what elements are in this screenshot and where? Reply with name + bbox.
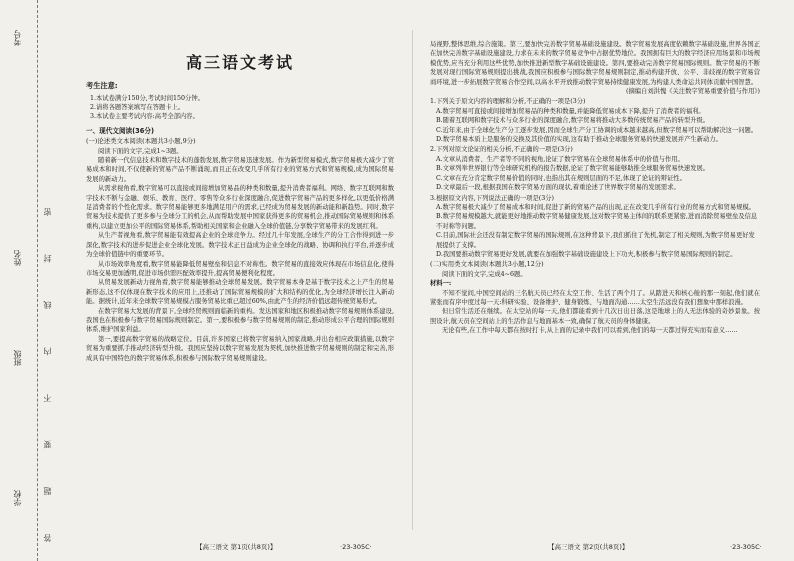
passage-paragraph: 局视野,整体思维,综合施策。第三,要加快完善数字贸易基础设施建设。数字贸易发展高度依赖数字基础设施,世界各国正在加快完善数字基础设施建设,力求在未来的数字贸易竞争中占据优势地位。我国拥有巨大的数字经济应用场景和市场规模优势,应当充分利用这些优势,加快推进新型数字基础设施建设。第四,要推动完善数字贸易国际规则。数字贸易的不断发展对现行国际贸易规则提出挑战,我国应积极参与国际数字贸易规则制定,推动构建开放、公平、非歧视的数字贸易营商环境,进一步拓展数字贸易合作空间,以高水平开放推动数字贸易持续健康发展,为构建人类命运共同体贡献中国智慧。: [430, 41, 760, 86]
instruction: 阅读下面的文字,完成4~6题。: [442, 270, 527, 278]
xingming-label: 姓名: [13, 250, 22, 266]
question-1: [430, 97, 760, 144]
kaohao-label: 考号: [13, 30, 22, 46]
option-d: D.数字贸易本质上是服务的交换及其价值的实现,这有助于推动全球服务贸易的快速发展并产生新动力。: [436, 136, 722, 144]
passage-paragraph: 在数字贸易大发展的背景下,全球经贸规则面临新的重构。发达国家和地区积极推动数字贸易规则体系建设,我国也在积极参与数字贸易国际规则制定。第一,要积极参与数字贸易规则的制定,推动形成公平合理的国际规则体系,维护国家利益。: [86, 307, 394, 334]
question-2: [430, 145, 760, 192]
option-b: B.随着互联网和数字技术与众多行业的深度融合,数字贸易将推动大多数传统贸易产品的转型升级。: [436, 117, 710, 125]
source-citation: (摘编自刘洪愧《关注数字贸易重要价值与作用》): [626, 88, 760, 96]
passage-paragraph: 从市场效率角度看,数字贸易能降低贸易壁垒和信息不对称性。数字贸易的直接效应体现在市场信息化,使得市场交易更加透明,促进市场供需匹配效率提升,提高贸易便利化程度。: [86, 260, 394, 277]
passage-paragraph: 第一,要提高数字贸易的战略定位。目前,许多国家已将数字贸易纳入国家战略,并出台相应政策措施,以数字贸易为重要抓手推动经济转型升级。我国应坚持以数字贸易发展为契机,加快推进数字贸易规则的制定和完善,形成具有中国特色的数字贸易体系,积极参与国际数字贸易规则建设。: [86, 335, 394, 362]
page-code-left: ·23-305C·: [340, 543, 372, 551]
option-c: C.文章在充分肯定数字贸易价值的同时,也指出其在规则层面的不足,体现了论证的辩证性。: [436, 174, 686, 182]
notice-item: 3.本试卷主要考试内容:高考全部内容。: [90, 112, 199, 120]
notice-item: 1.本试卷满分150分,考试时间150分钟。: [90, 94, 204, 102]
question-3: [430, 194, 760, 260]
passage-paragraph: 从生产者视角看,数字贸易能有效提高企业的全球竞争力。经过几十年发展,全球生产的分工合作得到进一步深化,数字技术的进步促进企业全球化发展。数字技术正日益成为企业全球化的战略、协调和执行平台,并逐步成为全球价值链中的重要环节。: [86, 232, 394, 259]
section-heading: 一、现代文阅读(36分): [86, 126, 154, 135]
notice-block: [86, 81, 394, 120]
option-a: A.数字贸易可直接或间接增加贸易品的种类和数量,并能降低贸易成本下降,提升了消费者的福利。: [436, 107, 705, 115]
option-b: B.文章列举世界银行等全球研究机构的报告数据,论证了数字贸易能够助推全球服务贸易快速发展。: [436, 165, 710, 173]
page-footer-left: 【高三语文 第1页(共8页)】: [196, 543, 277, 551]
passage-paragraph: 但日常生活还在继续。在太空站的每一天,他们都能看到十几次日出日落,这是地球上的人无法体验的奇妙景象。按照设计,航天员在空间站上的生活作息与地面基本一致,确保了航天员的身体健康。: [430, 308, 760, 325]
page-divider: [412, 30, 413, 530]
option-d: D.我国要推动数字贸易更好发展,就要在加强数字基础设施建设上下功夫,积极参与数字贸易国际规则的制定。: [436, 250, 737, 258]
option-c: C.近年来,由于全球化生产分工逐步发展,因而全球生产分工协调的成本越来越高,但数字贸易可以帮助解决这一问题。: [436, 126, 758, 134]
right-page: [430, 40, 760, 530]
passage-paragraph: 随着新一代信息技术和数字技术的蓬勃发展,数字贸易迅速发展。作为新型贸易模式,数字贸易极大减少了贸易成本和时间,不仅使新的贸易产品不断涌现,而且正在改变几乎所有行业的贸易方式和贸易规模,成为国际贸易发展的新动力。: [86, 157, 394, 183]
page-code-right: ·23-305C·: [730, 543, 762, 551]
passage-paragraph: 无论有些,在工作中每天都在按时打卡,从上面的记录中我们可以看到,他们的每一天都过得充实而有意义……: [442, 327, 738, 335]
option-c: C.目前,国际社会还没有制定数字贸易的国际规则,在这种背景下,我们抓住了先机,制定了相关规则,为数字贸易更好发展提供了支撑。: [436, 232, 755, 249]
page-footer-right: 【高三语文 第2页(共8页)】: [548, 543, 629, 551]
left-page: [86, 40, 394, 530]
option-a: A.数字贸易极大减少了贸易成本和时间,促进了新的贸易产品的出现,正在改变几乎所有行业的贸易方式和贸易规模。: [436, 203, 756, 211]
passage-paragraph: 从需求视角看,数字贸易可以直接或间接增加贸易品的种类和数量,提升消费者福利。网络、数字互联网和数字技术不断与金融、娱乐、教育、医疗、零售等众多行业深度融合,促进数字贸易产品的更多样化,以更低价格满足消费者的个性化需求。数字贸易能够更多地满足用户的需求,已经成为贸易发展的新动能和新趋势。同时,数字贸易为技术提供了更多参与全球分工的机会,从而帮助发展中国家获得更多的贸易机会,推动国际贸易规则和体系重构,以建立更加公平的国际贸易体系,帮助相关国家和企业融入全球价值链,分享数字贸易带来的发展红利。: [86, 185, 394, 230]
seal-line-text: 答 题 要 不 内 线 封 密: [43, 190, 52, 542]
banji-label: 班级: [13, 350, 22, 366]
subsection-heading: (一)论述类文本阅读(本题共3小题,9分): [86, 137, 196, 146]
passage-paragraph: 从贸易发展新动力视角看,数字贸易能够推动全球贸易发展。数字贸易本身是基于数字技术之上产生的贸易新形态,这不仅体现在数字技术的应用上,还推动了国际贸易规模的扩大和结构的优化,为全球经济增长注入新动能。据统计,近年来全球数字贸易规模占服务贸易比重已超过60%,由此产生的经济价值远超传统贸易形式。: [86, 279, 394, 306]
binding-strip: [0, 0, 38, 561]
xuexiao-label: 学校: [13, 490, 22, 506]
instruction: 阅读下面的文字,完成1~3题。: [98, 147, 183, 155]
notice-item: 2.请将各题答案填写在答题卡上。: [90, 103, 185, 111]
option-d: D.文章最后一段,根据我国在数字贸易方面的现状,着重论述了世界数字贸易的发展需求。: [436, 184, 680, 192]
subsection-heading: (二)实用类文本阅读(本题共3小题,12分): [430, 260, 544, 269]
question-stem: 2.下列对原文论证的相关分析,不正确的一项是(3分): [430, 146, 573, 154]
notice-heading: 考生注意:: [86, 81, 118, 91]
question-stem: 1.下列关于原文内容的理解和分析,不正确的一项是(3分): [430, 98, 586, 106]
option-b: B.数字贸易规模越大,就能更好地推动数字贸易健康发展,这对数字贸易主体间的联系更紧密,进而消除贸易壁垒及信息不对称等问题。: [436, 213, 758, 230]
exam-title: 高三语文考试: [185, 53, 294, 72]
material-label: 材料一:: [430, 280, 452, 288]
passage-paragraph: 不知不觉间,中国空间站的三名航天员已经在太空工作、生活了两个月了。从踏进天和核心舱的那一刻起,他们就在紧张而有序中度过每一天:科研实验、设备维护、健身锻炼、与地面沟通……太空生活远没有我们想象中那样浪漫。: [430, 289, 760, 306]
question-stem: 3.根据原文内容,下列说法正确的一项是(3分): [430, 194, 554, 202]
option-a: A.文章从消费者、生产者等不同的视角,论证了数字贸易在全球贸易体系中的价值与作用。: [436, 155, 684, 163]
